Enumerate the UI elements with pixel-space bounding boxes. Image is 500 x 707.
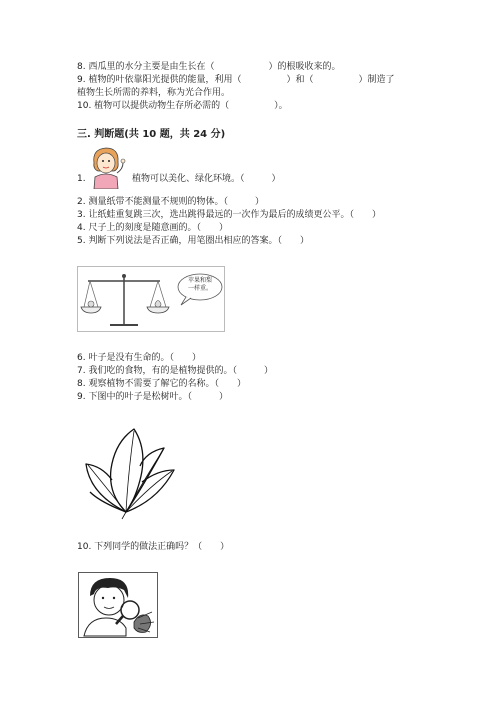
boy-magnifier-illustration (78, 572, 158, 638)
judge-q7: 7. 我们吃的食物，有的是植物提供的。（ ） (77, 366, 273, 376)
judge-q1-text: 植物可以美化、绿化环境。（ ） (132, 174, 281, 184)
leaf-illustration (80, 424, 180, 520)
judge-q6: 6. 叶子是没有生命的。（ ） (77, 353, 201, 363)
fill-q9-line2: 植物生长所需的养料，称为光合作用。 (77, 88, 231, 98)
judge-q8: 8. 观察植物不需要了解它的名称。（ ） (77, 379, 246, 389)
fill-q8: 8. 西瓜里的水分主要是由生长在（ ）的根吸收来的。 (77, 62, 341, 72)
section-title: 三. 判断题(共 10 题，共 24 分) (77, 129, 226, 140)
judge-q9: 9. 下图中的叶子是松树叶。（ ） (77, 392, 228, 402)
fill-q10: 10. 植物可以提供动物生存所必需的（ ）。 (77, 101, 288, 111)
girl-illustration (86, 143, 128, 189)
judge-q10: 10. 下列同学的做法正确吗？（ ） (77, 542, 230, 552)
fill-q9-line1: 9. 植物的叶依靠阳光提供的能量，利用（ ）和（ ）制造了 (77, 75, 395, 85)
judge-q2: 2. 测量纸带不能测量不规则的物体。（ ） (77, 197, 264, 207)
judge-q5: 5. 判断下列说法是否正确，用笔圈出相应的答案。（ ） (77, 236, 309, 246)
scale-bubble-line1: 苹果和梨 (187, 277, 212, 284)
judge-q3: 3. 让纸蛙重复跳三次，选出跳得最远的一次作为最后的成绩更公平。（ ） (77, 210, 381, 220)
judge-q1-number: 1. (77, 174, 86, 184)
scale-speech-bubble (181, 277, 219, 293)
scale-bubble-line2: 一样重。 (187, 285, 212, 292)
balance-scale-figure (77, 266, 225, 332)
judge-q4: 4. 尺子上的刻度是随意画的。（ ） (77, 223, 228, 233)
